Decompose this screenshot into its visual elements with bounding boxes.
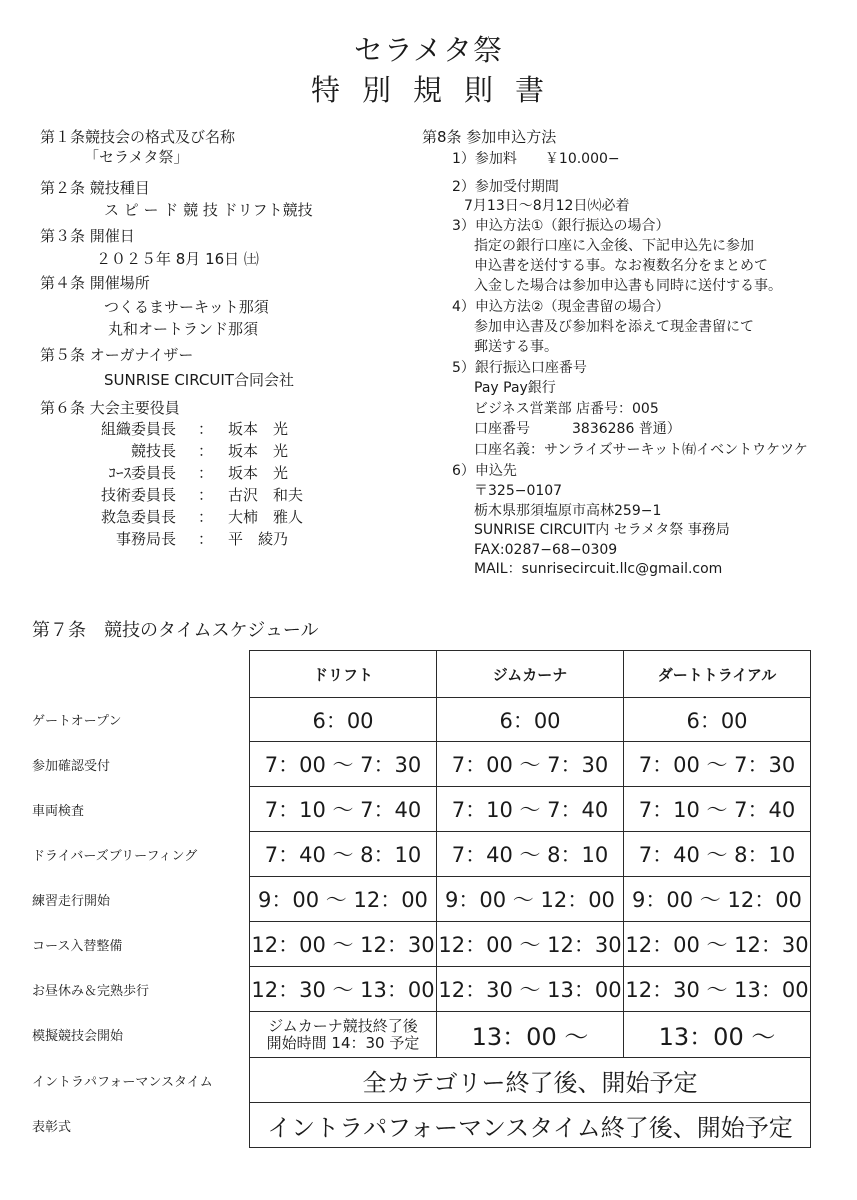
method2-line: 参加申込書及び参加料を添えて現金書留にて [474, 319, 754, 335]
officer-role: 組織委員長 [100, 420, 176, 438]
bank-line: ビジネス営業部 店番号：005 [474, 400, 659, 417]
article-4-venue-1: つくるまサーキット那須 [104, 298, 269, 316]
schedule-table [249, 650, 811, 1148]
schedule-cell: 12：00 〜 12：30 [437, 922, 624, 967]
officer-name: 坂本 光 [228, 442, 289, 460]
schedule-row [250, 967, 811, 1012]
bank-line: 口座番号 3836286 普通） [474, 421, 681, 437]
officer-role: 事務局長 [115, 530, 176, 548]
schedule-cell: 12：30 〜 13：00 [250, 967, 437, 1012]
article-6-heading: 第６条 大会主要役員 [40, 399, 180, 417]
schedule-row [250, 922, 811, 967]
schedule-cell: 7：40 〜 8：10 [437, 832, 624, 877]
schedule-cell: 9：00 〜 12：00 [250, 877, 437, 922]
apply-line: 栃木県那須塩原市高林259−1 [474, 502, 662, 519]
officer-name: 坂本 光 [228, 420, 289, 438]
schedule-cell [250, 1012, 437, 1058]
article-4-venue-2: 丸和オートランド那須 [108, 320, 259, 338]
method2-label: 4）申込方法②（現金書留の場合） [452, 299, 670, 315]
schedule-row [250, 698, 811, 742]
schedule-cell: 9：00 〜 12：00 [437, 877, 624, 922]
officer-name: 平 綾乃 [228, 530, 289, 548]
article-4-heading: 第４条 開催場所 [40, 274, 150, 292]
schedule-cell: 6：00 [437, 698, 624, 742]
schedule-row-label: 表彰式 [32, 1119, 72, 1135]
officer-role: ｺｰｽ委員長 [108, 464, 176, 482]
schedule-cell: 7：40 〜 8：10 [624, 832, 811, 877]
entry-fee: 1）参加料 ￥10.000− [452, 151, 620, 167]
document-subtitle: 特別規則書 [310, 73, 566, 107]
schedule-heading: 第７条 競技のタイムスケジュール [32, 620, 319, 641]
article-5-heading: 第５条 オーガナイザー [40, 346, 194, 364]
article-2-heading: 第２条 競技種目 [40, 179, 150, 197]
period-label: 2）参加受付期間 [452, 179, 559, 195]
schedule-cell: 12：00 〜 12：30 [624, 922, 811, 967]
column-header-gymkhana: ジムカーナ [437, 651, 624, 698]
schedule-cell-line1: ジムカーナ競技終了後 [268, 1016, 418, 1035]
officer-name: 古沢 和夫 [228, 486, 304, 504]
method1-line: 入金した場合は参加申込書も同時に送付する事。 [474, 278, 782, 294]
bank-label: 5）銀行振込口座番号 [452, 360, 587, 376]
officer-role: 救急委員長 [100, 508, 176, 526]
schedule-cell-line2: 開始時間 14：30 予定 [266, 1033, 420, 1052]
schedule-cell: 13：00 〜 [437, 1012, 624, 1058]
apply-label: 6）申込先 [452, 463, 517, 479]
schedule-merged-cell: 全カテゴリー終了後、開始予定 [250, 1058, 811, 1103]
schedule-row [250, 1103, 811, 1148]
apply-line: MAIL：sunrisecircuit.llc@gmail.com [474, 561, 723, 577]
schedule-row-label: お昼休み＆完熟歩行 [32, 983, 150, 999]
schedule-row [250, 787, 811, 832]
schedule-cell: 7：10 〜 7：40 [250, 787, 437, 832]
schedule-cell: 7：10 〜 7：40 [437, 787, 624, 832]
officer-name: 坂本 光 [228, 464, 289, 482]
schedule-cell: 6：00 [624, 698, 811, 742]
schedule-cell: 12：30 〜 13：00 [624, 967, 811, 1012]
article-5-body: SUNRISE CIRCUIT合同会社 [104, 371, 294, 389]
column-header-dirt-trial: ダートトライアル [624, 651, 811, 698]
column-header-drift: ドリフト [250, 651, 437, 698]
schedule-row [250, 832, 811, 877]
period-value: 7月13日〜8月12日㈫必着 [464, 198, 630, 214]
method2-line: 郵送する事。 [474, 339, 558, 355]
bank-line: 口座名義：サンライズサーキット㈲イベントウケツケ [474, 441, 808, 458]
article-1-body: 「セラメタ祭」 [84, 148, 189, 166]
article-1-heading: 第１条競技会の格式及び名称 [40, 128, 236, 146]
officer-separator: ： [198, 508, 214, 526]
schedule-row [250, 877, 811, 922]
officer-separator: ： [198, 442, 214, 460]
method1-line: 申込書を送付する事。なお複数名分をまとめて [474, 258, 768, 274]
schedule-row-label: ゲートオープン [32, 714, 122, 729]
schedule-row [250, 742, 811, 787]
schedule-cell: 6：00 [250, 698, 437, 742]
article-3-heading: 第３条 開催日 [40, 227, 135, 245]
apply-line: SUNRISE CIRCUIT内 セラメタ祭 事務局 [474, 522, 730, 538]
schedule-row-label: 模擬競技会開始 [32, 1029, 124, 1044]
apply-line: FAX:0287−68−0309 [474, 541, 618, 558]
schedule-merged-cell: イントラパフォーマンスタイム終了後、開始予定 [250, 1103, 811, 1148]
method1-line: 指定の銀行口座に入金後、下記申込先に参加 [474, 238, 754, 254]
officer-role: 技術委員長 [100, 486, 176, 504]
schedule-cell: 12：00 〜 12：30 [250, 922, 437, 967]
schedule-cell: 12：30 〜 13：00 [437, 967, 624, 1012]
officer-separator: ： [198, 486, 214, 504]
schedule-cell: 13：00 〜 [624, 1012, 811, 1058]
schedule-cell: 7：00 〜 7：30 [250, 742, 437, 787]
schedule-row [250, 1012, 811, 1058]
officer-role: 競技長 [130, 442, 176, 460]
document-title: セラメタ祭 [353, 33, 504, 67]
schedule-row-label: 練習走行開始 [32, 893, 111, 909]
schedule-cell: 7：00 〜 7：30 [624, 742, 811, 787]
schedule-cell: 7：10 〜 7：40 [624, 787, 811, 832]
schedule-cell: 7：00 〜 7：30 [437, 742, 624, 787]
officer-separator: ： [198, 464, 214, 482]
article-3-body: ２０２５年 8月 16日 ㈯ [96, 250, 259, 268]
article-8-heading: 第8条 参加申込方法 [422, 128, 557, 146]
apply-line: 〒325−0107 [474, 483, 563, 499]
schedule-row [250, 1058, 811, 1103]
method1-label: 3）申込方法①（銀行振込の場合） [452, 218, 670, 234]
officer-name: 大柿 雅人 [228, 508, 304, 526]
schedule-cell: 7：40 〜 8：10 [250, 832, 437, 877]
article-2-body: ス ピ ー ド 競 技 ドリフト競技 [104, 201, 313, 219]
schedule-row-label: 車両検査 [32, 803, 85, 819]
schedule-row-label: イントラパフォーマンスタイム [32, 1074, 213, 1090]
schedule-header-row [250, 651, 811, 698]
officer-separator: ： [198, 420, 214, 438]
officer-separator: ： [198, 530, 214, 548]
schedule-cell: 9：00 〜 12：00 [624, 877, 811, 922]
schedule-row-label: 参加確認受付 [32, 758, 111, 774]
schedule-row-label: コース入替整備 [32, 938, 123, 954]
bank-line: Pay Pay銀行 [474, 380, 556, 396]
schedule-row-label: ドライバーズブリーフィング [32, 848, 198, 864]
